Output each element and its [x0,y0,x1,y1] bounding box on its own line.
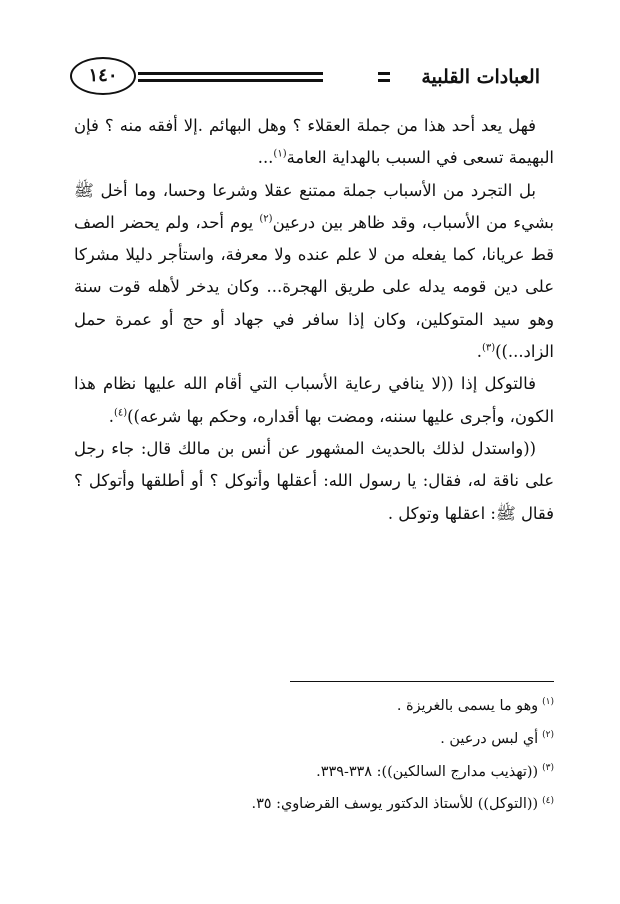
header-rule-left [138,72,323,82]
footnote-text: وهو ما يسمى بالغريزة . [396,698,539,714]
footnotes [74,690,554,821]
footnote-text: ((التوكل)) للأستاذ الدكتور يوسف القرضاوي: ٣٥. [251,796,539,813]
footnote-reference[interactable]: (١) [273,148,287,160]
footnote-mark: (٣) [542,762,554,773]
footnote-mark: (٤) [542,795,554,806]
footnote-text: ((تهذيب مدارج السالكين)): ٣٣٨-٣٣٩. [316,763,539,780]
header-rule-right [378,72,390,82]
footnote-mark: (١) [542,697,554,708]
footnote-reference[interactable]: (٤) [113,407,128,419]
footnote-reference[interactable]: (٢) [259,213,273,225]
text-segment: يوم أحد، ولم يحضر الصف قط عريانا، كما يفعله من لا علم عنده ولا معرفة، واستأجر دليلا مشركا على دين قومه يدله على طريق الهجرة... وكان يدخر لأهله قوت سنة وهو سيد المتوكلين، وكان إذا سافر في جهاد أو حج أو عمرة حمل الزاد...)) [74,212,554,362]
paragraph-3 [74,368,554,433]
text-segment: . [108,406,114,426]
text-segment: فالتوكل إذا ((لا ينافي رعاية الأسباب التي أقام الله عليها نظام هذا الكون، وأجرى عليها سننه، ومضت بها أقداره، وحكم بها شرعه)) [74,374,554,426]
footnote-3 [74,756,554,789]
text-segment: . [476,342,482,362]
text-segment: بل التجرد من الأسباب جملة ممتنع عقلا وشرعا وحسا، وما أخل ﷺ بشيء من الأسباب، وقد ظاهر بين درعين [74,180,554,232]
text-segment: فهل يعد أحد هذا من جملة العقلاء ؟ وهل البهائم .إلا أفقه منه ؟ فإن البهيمة تسعى في السبب بالهداية العامة [74,116,554,168]
paragraph-2 [74,175,554,369]
footnote-4 [74,788,554,821]
text-segment: ((واستدل لذلك بالحديث المشهور عن أنس بن مالك قال: جاء رجل على ناقة له، فقال: يا رسول الله: أعقلها وأتوكل ؟ أو أطلقها وأتوكل ؟ فقال ﷺ: اعقلها وتوكل . [74,438,554,523]
page-header [70,54,540,104]
footnote-1 [74,690,554,723]
body-text [74,110,554,530]
footnote-divider [290,681,554,682]
paragraph-1 [74,110,554,175]
footnote-2 [74,723,554,756]
page-number: ١٤٠ [70,57,136,95]
footnote-reference[interactable]: (٣) [481,342,496,354]
text-segment: ... [257,148,274,168]
chapter-title: العبادات القلبية [421,66,540,88]
footnote-text: أي لبس درعين . [440,730,539,747]
footnote-mark: (٢) [542,730,554,740]
paragraph-4 [74,433,554,530]
